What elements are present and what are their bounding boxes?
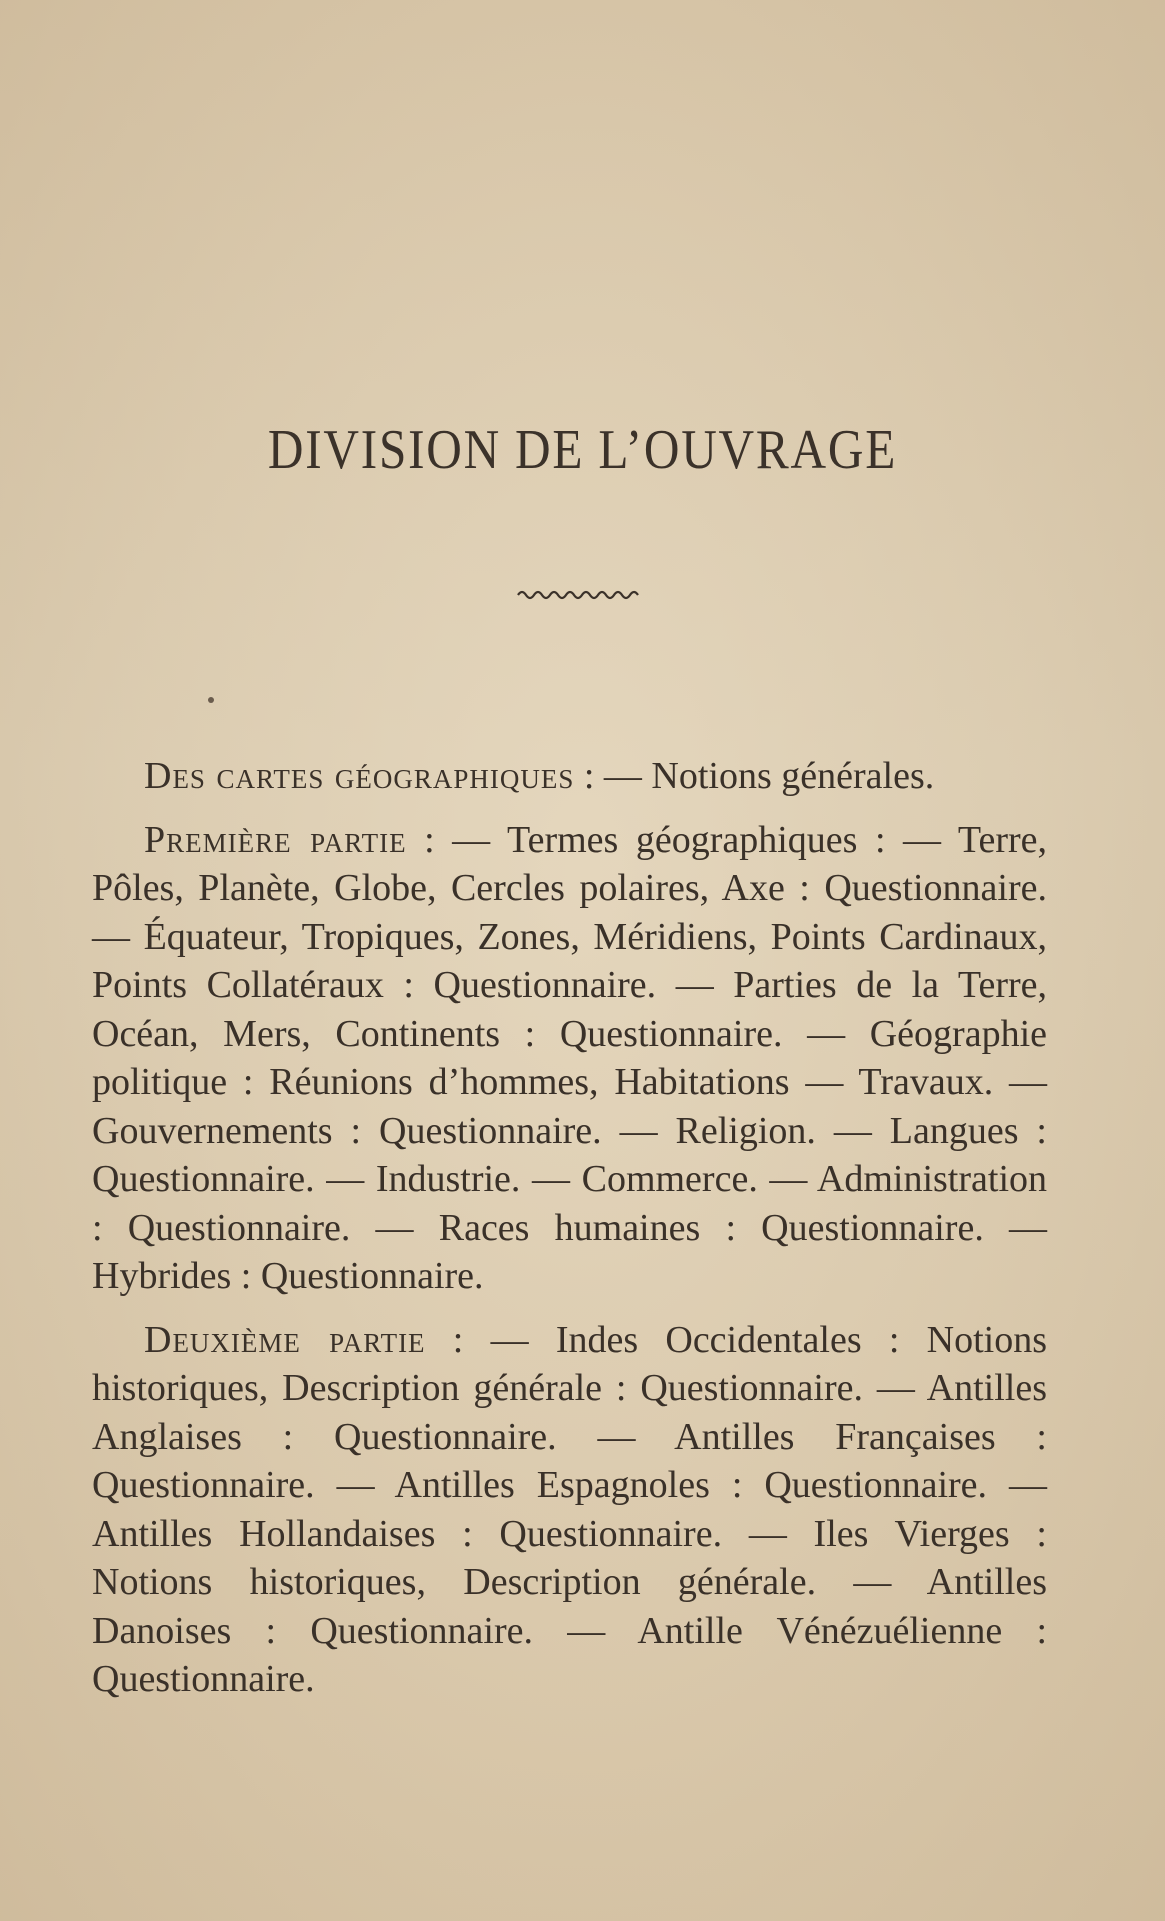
part-two-text: : — Indes Occidentales : Notions historiques, Description générale : Questionnaire. — Antilles Anglaises : Questionnaire. — Antilles Françaises : Questionnaire. — Antilles Espagnoles : Questionnaire. — Antilles Hollandaises : Questionnaire. — Iles Vierges : Notions historiques, Description générale. — Antilles Danoises : Questionnaire. — Antille Vénézuélienne : Questionnaire.: [92, 1318, 1047, 1700]
part-one-text: : — Termes géographiques : — Terre, Pôles, Planète, Globe, Cercles polaires, Axe : Questionnaire. — Équateur, Tropiques, Zones, Méridiens, Points Cardinaux, Points Collatéraux : Questionnaire. — Parties de la Terre, Océan, Mers, Continents : Questionnaire. — Géographie politique : Réunions d’hommes, Habitations — Travaux. — Gouvernements : Questionnaire. — Religion. — Langues : Questionnaire. — Industrie. — Commerce. — Administration : Questionnaire. — Races humaines : Questionnaire. — Hybrides : Questionnaire.: [92, 818, 1047, 1297]
intro-text: : — Notions générales.: [574, 755, 935, 797]
part-one-paragraph: [92, 816, 1047, 1301]
page-title: DIVISION DE L’OUVRAGE: [267, 419, 898, 481]
intro-heading: Des cartes géographiques: [144, 755, 575, 797]
part-two-paragraph: [92, 1316, 1047, 1704]
division-content: [92, 752, 1047, 1719]
part-one-heading: Première partie: [144, 818, 407, 861]
wavy-ornament: [516, 588, 642, 602]
part-two-heading: Deuxième partie: [144, 1318, 426, 1361]
ink-speck: [208, 697, 214, 703]
intro-paragraph: [92, 752, 1047, 801]
